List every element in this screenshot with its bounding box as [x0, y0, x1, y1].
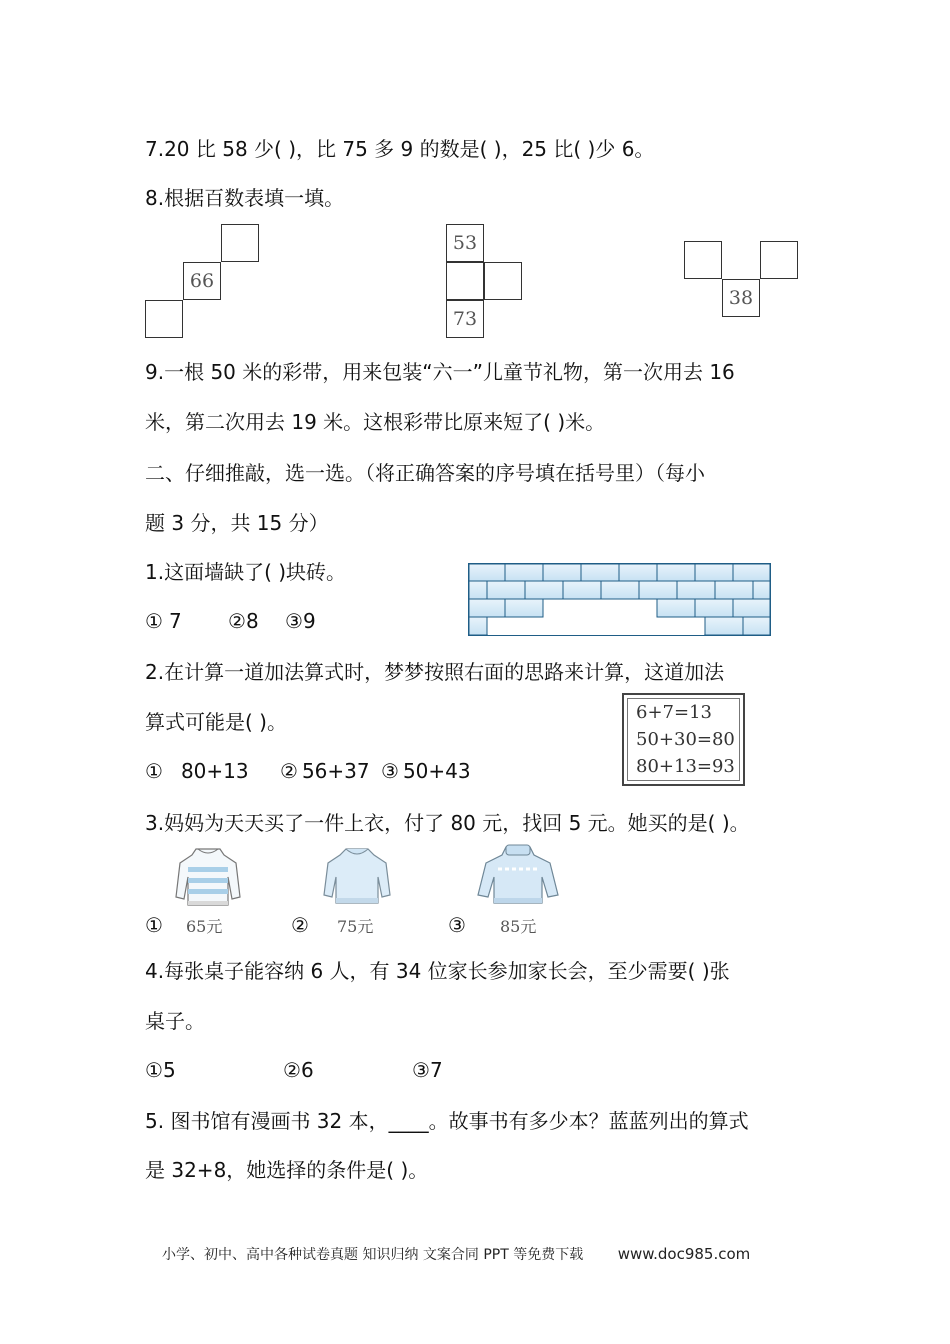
option-value: 50+43 — [402, 759, 471, 783]
choice-4-option-1[interactable] — [145, 1057, 176, 1083]
option-value: 6 — [300, 1058, 314, 1082]
grid3-known-cell: 38 — [722, 279, 760, 317]
choice-2-line1: 2.在计算一道加法算式时，梦梦按照右面的思路来计算，这道加法 — [145, 660, 725, 684]
section-2-heading-line2: 题 3 分，共 15 分） — [145, 511, 329, 535]
grid2-blank-cell[interactable] — [446, 262, 484, 300]
choice-1-option-3[interactable] — [285, 608, 316, 634]
option-marker: ③ — [412, 1058, 430, 1082]
choice-3-option-2[interactable] — [291, 912, 309, 938]
option-marker: ② — [291, 913, 309, 937]
option-marker: ③ — [381, 759, 399, 783]
grid2-blank-cell[interactable] — [484, 262, 522, 300]
option-marker: ② — [283, 1058, 301, 1082]
option-value: 80+13 — [180, 759, 249, 783]
option-marker: ① — [145, 1058, 163, 1082]
choice-5-line1: 5. 图书馆有漫画书 32 本，____。故事书有多少本？蓝蓝列出的算式 — [145, 1109, 749, 1133]
option-value: 7 — [168, 609, 182, 633]
choice-2-line2: 算式可能是( )。 — [145, 710, 287, 734]
choice-1-question: 1.这面墙缺了( )块砖。 — [145, 560, 347, 584]
choice-4-option-3[interactable] — [412, 1057, 443, 1083]
choice-2-option-1[interactable] — [145, 758, 249, 784]
question-9-line2: 米，第二次用去 19 米。这根彩带比原来短了( )米。 — [145, 410, 606, 434]
grid2-top-cell: 53 — [446, 224, 484, 262]
grid2-bottom-cell: 73 — [446, 300, 484, 338]
choice-4-option-2[interactable] — [283, 1057, 314, 1083]
price-label-3: 85元 — [500, 917, 537, 936]
calc-step-2: 50+30=80 — [636, 729, 735, 750]
option-marker: ③ — [285, 609, 303, 633]
choice-1-option-2[interactable] — [228, 608, 259, 634]
choice-4-line2: 桌子。 — [145, 1009, 205, 1033]
option-value: 7 — [429, 1058, 443, 1082]
option-value: 56+37 — [301, 759, 370, 783]
calc-step-3: 80+13=93 — [636, 756, 735, 777]
sweater-85-illustration[interactable] — [476, 843, 560, 911]
grid3-blank-cell[interactable] — [760, 241, 798, 279]
grid1-blank-cell[interactable] — [221, 224, 259, 262]
price-label-2: 75元 — [337, 917, 374, 936]
sweater-75-illustration[interactable] — [322, 843, 392, 911]
calc-step-1: 6+7=13 — [636, 702, 712, 723]
option-marker: ② — [280, 759, 298, 783]
price-label-1: 65元 — [186, 917, 223, 936]
footer-url[interactable]: www.doc985.com — [617, 1245, 751, 1263]
grid3-blank-cell[interactable] — [684, 241, 722, 279]
option-value: 9 — [302, 609, 316, 633]
choice-4-line1: 4.每张桌子能容纳 6 人，有 34 位家长参加家长会，至少需要( )张 — [145, 959, 730, 983]
option-value: 5 — [162, 1058, 176, 1082]
choice-2-option-2[interactable] — [280, 758, 370, 784]
choice-3-question: 3.妈妈为天天买了一件上衣，付了 80 元，找回 5 元。她买的是( )。 — [145, 811, 750, 835]
option-value: 8 — [245, 609, 259, 633]
option-marker: ① — [145, 913, 163, 937]
page-footer — [162, 1244, 750, 1264]
section-2-heading-line1: 二、仔细推敲，选一选。（将正确答案的序号填在括号里）（每小 — [145, 461, 705, 485]
question-7: 7.20 比 58 少( )，比 75 多 9 的数是( )，25 比( )少 6。 — [145, 137, 655, 161]
question-8: 8.根据百数表填一填。 — [145, 186, 345, 210]
choice-5-line2: 是 32+8，她选择的条件是( )。 — [145, 1158, 429, 1182]
grid1-blank-cell[interactable] — [145, 300, 183, 338]
choice-2-option-3[interactable] — [381, 758, 471, 784]
sweater-65-illustration[interactable] — [174, 845, 242, 913]
grid1-known-cell: 66 — [183, 262, 221, 300]
option-marker: ① — [145, 759, 163, 783]
footer-text: 小学、初中、高中各种试卷真题 知识归纳 文案合同 PPT 等免费下载 — [162, 1247, 584, 1263]
calculation-steps-box — [622, 693, 745, 786]
option-marker: ① — [145, 609, 163, 633]
option-marker: ② — [228, 609, 246, 633]
question-9-line1: 9.一根 50 米的彩带，用来包装“六一”儿童节礼物，第一次用去 16 — [145, 360, 735, 384]
choice-3-option-1[interactable] — [145, 912, 163, 938]
option-marker: ③ — [448, 913, 466, 937]
brick-wall-illustration — [468, 563, 771, 636]
choice-1-option-1[interactable] — [145, 608, 182, 634]
choice-3-option-3[interactable] — [448, 912, 466, 938]
